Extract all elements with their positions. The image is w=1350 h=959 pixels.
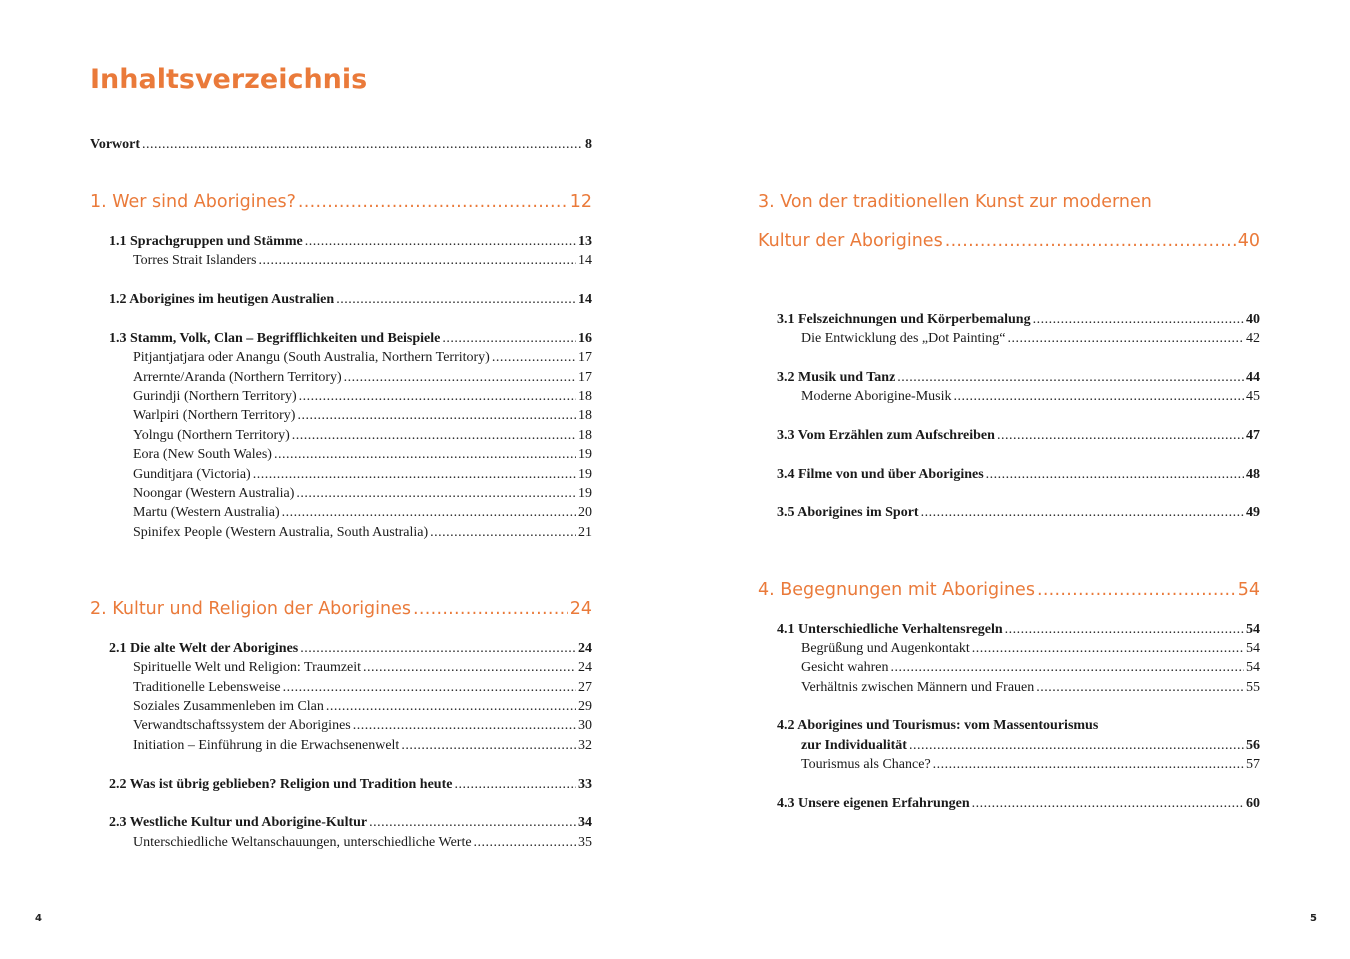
toc-leader	[953, 387, 1244, 406]
toc-leader	[921, 503, 1244, 522]
toc-leader	[897, 368, 1244, 387]
toc-chapter-1[interactable]	[90, 190, 592, 214]
toc-leader	[369, 813, 576, 832]
toc-subentry[interactable]	[133, 368, 592, 387]
toc-page-number: 54	[1237, 580, 1260, 600]
toc-entry-label: Pitjantjatjara oder Anangu (South Australia, Northern Territory)	[133, 350, 490, 365]
toc-page-number: 32	[578, 738, 592, 753]
toc-page-number: 47	[1246, 428, 1260, 443]
toc-entry-label: 3.1 Felszeichnungen und Körperbemalung	[777, 312, 1031, 327]
toc-entry-label: 4.1 Unterschiedliche Verhaltensregeln	[777, 622, 1003, 637]
toc-entry-label: 4.2 Aborigines und Tourismus: vom Massentourismus	[777, 718, 1099, 733]
toc-leader	[492, 348, 576, 367]
toc-entry-label: Martu (Western Australia)	[133, 505, 280, 520]
toc-section-1-2[interactable]	[109, 290, 592, 309]
toc-page-number: 34	[578, 815, 592, 830]
toc-entry-label: 2.2 Was ist übrig geblieben? Religion und Tradition heute	[109, 777, 453, 792]
toc-chapter-4[interactable]	[758, 578, 1260, 602]
toc-page-number: 45	[1246, 389, 1260, 404]
toc-entry-label: Yolngu (Northern Territory)	[133, 428, 290, 443]
toc-entry-label: 3.2 Musik und Tanz	[777, 370, 896, 385]
toc-section-4-2-line1[interactable]	[777, 716, 1260, 735]
toc-subentry[interactable]	[133, 833, 592, 852]
toc-page-number: 24	[569, 599, 592, 619]
toc-leader	[142, 135, 583, 154]
toc-entry-label: Kultur der Aborigines	[758, 231, 943, 251]
toc-leader	[430, 523, 576, 542]
toc-page-number: 30	[578, 718, 592, 733]
toc-leader	[1037, 578, 1236, 602]
toc-entry-label: Gesicht wahren	[801, 660, 889, 675]
toc-leader	[909, 736, 1244, 755]
toc-section-3-4[interactable]	[777, 465, 1260, 484]
toc-entry-label: Gurindji (Northern Territory)	[133, 389, 297, 404]
toc-section-4-1[interactable]	[777, 620, 1260, 639]
toc-leader	[326, 697, 576, 716]
toc-leader	[283, 678, 576, 697]
page-number-left: 4	[35, 913, 42, 924]
toc-section-4-3[interactable]	[777, 794, 1260, 813]
toc-page-number: 16	[578, 331, 592, 346]
toc-page-number: 54	[1246, 641, 1260, 656]
toc-subentry[interactable]	[133, 426, 592, 445]
toc-subentry[interactable]	[801, 678, 1260, 697]
toc-leader	[442, 329, 576, 348]
toc-page-number: 56	[1246, 738, 1260, 753]
toc-leader	[300, 639, 576, 658]
toc-subentry[interactable]	[133, 658, 592, 677]
toc-page-number: 17	[578, 350, 592, 365]
toc-entry-label: 2.3 Westliche Kultur und Aborigine-Kultur	[109, 815, 368, 830]
toc-leader	[292, 426, 576, 445]
toc-page-number: 12	[569, 192, 592, 212]
toc-page-number: 60	[1246, 796, 1260, 811]
toc-leader	[258, 251, 576, 270]
toc-subentry[interactable]	[133, 736, 592, 755]
toc-page-number: 13	[578, 234, 592, 249]
toc-page-number: 40	[1246, 312, 1260, 327]
toc-entry-label: Eora (New South Wales)	[133, 447, 272, 462]
toc-entry-label: Gunditjara (Victoria)	[133, 467, 251, 482]
toc-section-4-2[interactable]	[801, 736, 1260, 755]
toc-leader	[282, 503, 576, 522]
toc-subentry[interactable]	[801, 755, 1260, 774]
toc-page-number: 57	[1246, 757, 1260, 772]
toc-leader	[353, 716, 576, 735]
toc-chapter-2[interactable]	[90, 597, 592, 621]
toc-leader	[363, 658, 576, 677]
toc-leader	[986, 465, 1244, 484]
toc-leader	[1005, 620, 1244, 639]
toc-entry-label: Verwandtschaftssystem der Aborigines	[133, 718, 351, 733]
toc-entry-label: 1.1 Sprachgruppen und Stämme	[109, 234, 303, 249]
toc-page-number: 24	[578, 641, 592, 656]
toc-entry-label: Unterschiedliche Weltanschauungen, unterschiedliche Werte	[133, 835, 472, 850]
toc-entry-label: 3.3 Vom Erzählen zum Aufschreiben	[777, 428, 995, 443]
toc-subentry[interactable]	[133, 406, 592, 425]
toc-entry-label: Spinifex People (Western Australia, South Australia)	[133, 525, 429, 540]
toc-subentry[interactable]	[133, 484, 592, 503]
toc-leader	[305, 232, 576, 251]
toc-page-number: 55	[1246, 680, 1260, 695]
toc-page-number: 19	[578, 486, 592, 501]
toc-entry-label: Soziales Zusammenleben im Clan	[133, 699, 324, 714]
toc-entry-label: 2.1 Die alte Welt der Aborigines	[109, 641, 299, 656]
toc-leader	[274, 445, 576, 464]
toc-page-number: 17	[578, 370, 592, 385]
toc-subentry[interactable]	[133, 251, 592, 270]
toc-page-number: 48	[1246, 467, 1260, 482]
toc-page-number: 8	[585, 137, 592, 152]
toc-entry-label: Arrernte/Aranda (Northern Territory)	[133, 370, 342, 385]
toc-leader	[945, 229, 1236, 253]
toc-page-number: 14	[578, 253, 592, 268]
toc-leader	[298, 190, 568, 214]
toc-subentry[interactable]	[801, 387, 1260, 406]
toc-entry-label: zur Individualität	[801, 738, 907, 753]
toc-subentry[interactable]	[801, 329, 1260, 348]
toc-page-number: 18	[578, 389, 592, 404]
toc-section-1-3[interactable]	[109, 329, 592, 348]
toc-leader	[296, 484, 576, 503]
toc-entry-label: Tourismus als Chance?	[801, 757, 931, 772]
toc-subentry[interactable]	[133, 387, 592, 406]
toc-page-number: 54	[1246, 660, 1260, 675]
toc-page-number: 21	[578, 525, 592, 540]
toc-entry-label: 1. Wer sind Aborigines?	[90, 192, 296, 212]
toc-leader	[933, 755, 1244, 774]
toc-subentry[interactable]	[133, 678, 592, 697]
toc-entry-label: Traditionelle Lebensweise	[133, 680, 281, 695]
toc-entry-label: 4.3 Unsere eigenen Erfahrungen	[777, 796, 970, 811]
toc-page-number: 14	[578, 292, 592, 307]
toc-leader	[413, 597, 568, 621]
toc-leader	[336, 290, 576, 309]
toc-page-number: 44	[1246, 370, 1260, 385]
toc-chapter-3-line1[interactable]	[758, 190, 1260, 214]
toc-page-number: 40	[1237, 231, 1260, 251]
toc-leader	[454, 775, 576, 794]
toc-leader	[1033, 310, 1244, 329]
toc-section-2-1[interactable]	[109, 639, 592, 658]
toc-page-number: 42	[1246, 331, 1260, 346]
toc-entry-label: Torres Strait Islanders	[133, 253, 257, 268]
toc-section-2-2[interactable]	[109, 775, 592, 794]
toc-leader	[1008, 329, 1244, 348]
page-number-right: 5	[1310, 913, 1317, 924]
toc-page-number: 24	[578, 660, 592, 675]
toc-leader	[401, 736, 576, 755]
toc-leader	[972, 794, 1244, 813]
toc-subentry[interactable]	[133, 503, 592, 522]
toc-subentry[interactable]	[133, 348, 592, 367]
toc-chapter-3[interactable]	[758, 229, 1260, 253]
toc-section-3-1[interactable]	[777, 310, 1260, 329]
toc-leader	[299, 387, 576, 406]
toc-entry-label: 3.4 Filme von und über Aborigines	[777, 467, 984, 482]
toc-entry-label: 3.5 Aborigines im Sport	[777, 505, 919, 520]
toc-entry-label: Initiation – Einführung in die Erwachsenenwelt	[133, 738, 400, 753]
toc-leader	[344, 368, 576, 387]
toc-page-number: 19	[578, 447, 592, 462]
toc-subentry[interactable]	[801, 639, 1260, 658]
toc-page-number: 27	[578, 680, 592, 695]
toc-entry-label: 1.3 Stamm, Volk, Clan – Begrifflichkeiten und Beispiele	[109, 331, 441, 346]
toc-leader	[253, 465, 576, 484]
toc-leader	[474, 833, 576, 852]
toc-entry-vorwort[interactable]	[90, 135, 592, 154]
toc-section-3-2[interactable]	[777, 368, 1260, 387]
toc-entry-label: Verhältnis zwischen Männern und Frauen	[801, 680, 1035, 695]
toc-page-number: 33	[578, 777, 592, 792]
toc-entry-label: Noongar (Western Australia)	[133, 486, 295, 501]
toc-entry-label: 4. Begegnungen mit Aborigines	[758, 580, 1035, 600]
toc-section-2-3[interactable]	[109, 813, 592, 832]
toc-section-1-1[interactable]	[109, 232, 592, 251]
toc-entry-label: Spirituelle Welt und Religion: Traumzeit	[133, 660, 362, 675]
toc-page-number: 18	[578, 428, 592, 443]
toc-entry-label: Begrüßung und Augenkontakt	[801, 641, 970, 656]
toc-page-number: 19	[578, 467, 592, 482]
toc-leader	[1036, 678, 1244, 697]
toc-page-number: 49	[1246, 505, 1260, 520]
toc-entry-label: Warlpiri (Northern Territory)	[133, 408, 296, 423]
toc-entry-label: Die Entwicklung des „Dot Painting“	[801, 331, 1006, 346]
toc-entry-label: Vorwort	[90, 137, 141, 152]
toc-leader	[297, 406, 576, 425]
toc-entry-label: Moderne Aborigine-Musik	[801, 389, 952, 404]
toc-page-number: 18	[578, 408, 592, 423]
right-page	[675, 0, 1350, 959]
toc-page-number: 29	[578, 699, 592, 714]
toc-page-number: 54	[1246, 622, 1260, 637]
toc-page-number: 35	[578, 835, 592, 850]
toc-subentry[interactable]	[133, 523, 592, 542]
toc-entry-label: 3. Von der traditionellen Kunst zur modernen	[758, 192, 1152, 212]
toc-subentry[interactable]	[801, 658, 1260, 677]
toc-page-number: 20	[578, 505, 592, 520]
toc-subentry[interactable]	[133, 697, 592, 716]
toc-leader	[997, 426, 1244, 445]
toc-entry-label: 1.2 Aborigines im heutigen Australien	[109, 292, 335, 307]
toc-section-3-5[interactable]	[777, 503, 1260, 522]
toc-leader	[890, 658, 1244, 677]
toc-section-3-3[interactable]	[777, 426, 1260, 445]
toc-subentry[interactable]	[133, 716, 592, 735]
toc-subentry[interactable]	[133, 445, 592, 464]
page-title: Inhaltsverzeichnis	[90, 64, 368, 95]
toc-entry-label: 2. Kultur und Religion der Aborigines	[90, 599, 411, 619]
toc-leader	[972, 639, 1244, 658]
toc-subentry[interactable]	[133, 465, 592, 484]
